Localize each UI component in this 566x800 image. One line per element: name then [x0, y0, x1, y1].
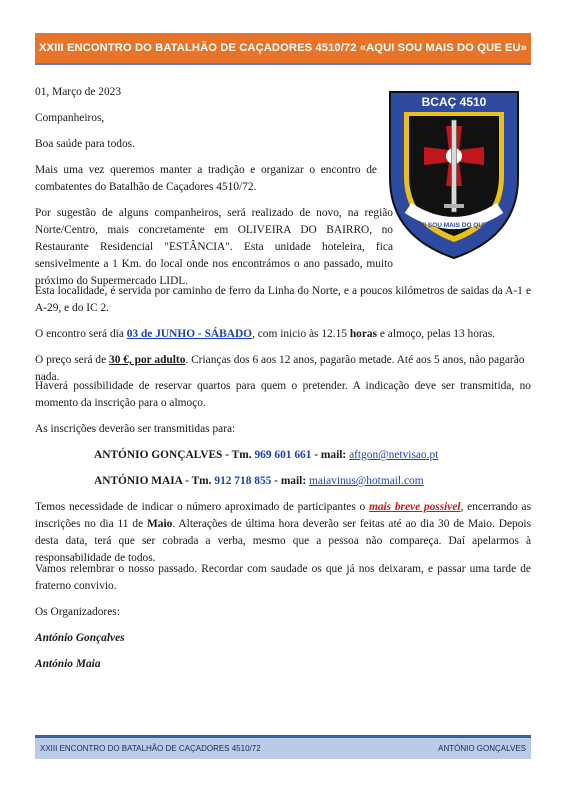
registration-intro: As inscrições deverão ser transmitidas para: [35, 423, 236, 435]
event-date: 03 de JUNHO - SÁBADO [126, 328, 253, 340]
contact-phone: 912 718 855 [214, 475, 272, 487]
deadline-post: . Alterações de última hora deverão ser feitas até ao dia 30 de Maio. Depois desta data, terá que ser cobrada a verba, mesmo que a pessoa não compareça. Daí apelarmos à responsabilidade de todos. [35, 518, 532, 564]
emblem-bottom-text: AQUI SOU MAIS DO QUE EU [409, 222, 499, 229]
deadline-month: Maio [147, 518, 173, 530]
contact-mail-label: - mail: [311, 449, 350, 461]
battalion-emblem [384, 86, 524, 261]
header-banner [35, 33, 531, 63]
contact-phone: 969 601 661 [254, 449, 312, 461]
salutation: Companheiros, [35, 112, 105, 124]
emblem-top-text: BCAÇ 4510 [421, 95, 487, 109]
deadline-emphasis: mais breve possivel [368, 501, 461, 513]
letter-date: 01, Março de 2023 [35, 86, 122, 98]
contact-email-link[interactable]: maiavinus@hotmail.com [308, 475, 424, 487]
contact-email-link[interactable]: aftgon@netvisao.pt [349, 449, 439, 461]
event-date-mid: , com inicio às 12.15 [252, 328, 350, 340]
price-value: 30 €, por adulto [109, 354, 186, 366]
contact-tm-label: - Tm. [222, 449, 255, 461]
greeting: Boa saúde para todos. [35, 138, 135, 150]
event-date-paragraph [35, 326, 531, 343]
organizers-label: Os Organizadores: [35, 606, 120, 618]
contact-row [94, 473, 424, 490]
header-title: XXIII ENCONTRO DO BATALHÃO DE CAÇADORES 4510/72 «AQUI SOU MAIS DO QUE EU» [38, 42, 528, 54]
signature-goncalves: António Gonçalves [35, 632, 125, 644]
footer-left: XXIII ENCONTRO DO BATALHÃO DE CAÇADORES 4510/72 [40, 744, 261, 753]
footer-right: ANTÓNIO GONÇALVES [438, 744, 526, 753]
contact-tm-label: - Tm. [182, 475, 215, 487]
contact-mail-label: - mail: [271, 475, 309, 487]
event-date-pre: O encontro será dia [35, 328, 127, 340]
closing-paragraph: Vamos relembrar o nosso passado. Recordar com saudade os que já nos deixaram, e passar uma tarde de fraterno convivio. [35, 563, 531, 592]
page-footer [35, 735, 531, 759]
contact-name: ANTÓNIO GONÇALVES [94, 449, 223, 461]
rooms-paragraph: Haverá possibilidade de reservar quartos para quem o pretender. A indicação deve ser transmitida, no momento da inscrição para o almoço. [35, 380, 531, 409]
deadline-paragraph [35, 499, 531, 567]
contact-row [94, 447, 438, 464]
signature-maia: António Maia [35, 658, 101, 670]
price-pre: O preço será de [35, 354, 110, 366]
access-paragraph: Esta localidade, é servida por caminho de ferro da Linha do Norte, e a poucos kilómetros de saidas da A-1 e A-29, e do IC 2. [35, 285, 531, 314]
contact-name: ANTÓNIO MAIA [94, 475, 183, 487]
price-post: . Crianças dos 6 aos 12 anos, pagarão metade. Até aos 5 anos, não pagarão nada. [35, 354, 525, 383]
deadline-pre: Temos necessidade de indicar o número aproximado de participantes o [35, 501, 369, 513]
deadline-mid: , encerrando as inscrições no dia 11 de [35, 501, 532, 530]
event-hours-word: horas [349, 328, 378, 340]
intro-paragraph: Mais uma vez queremos manter a tradição e organizar o encontro de combatentes do Batalhão de Caçadores 4510/72. [35, 164, 377, 193]
event-date-post: e almoço, pelas 13 horas. [377, 328, 496, 340]
venue-paragraph: Por sugestão de alguns companheiros, será realizado de novo, na região Norte/Centro, mais concretamente em OLIVEIRA DO BAIRRO, no Restaurante Residencial "ESTÂNCIA". Esta unidade hoteleira, fica sensivelmente a 1 Km. do local onde nos encontrámos o ano passado, muito próximo do Supermercado LIDL. [35, 207, 393, 287]
